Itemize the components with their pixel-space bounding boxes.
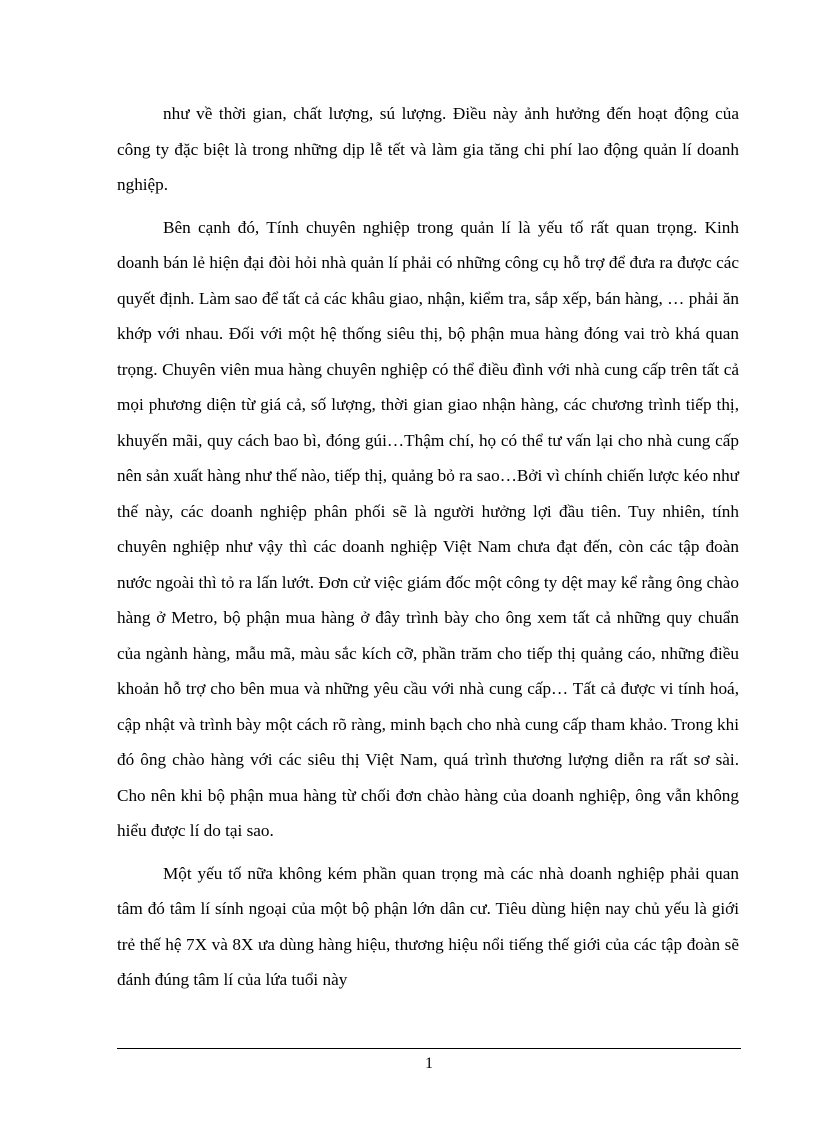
paragraph-consumer-psychology: Một yếu tố nữa không kém phần quan trọng mà các nhà doanh nghiệp phải quan tâm đó tâm lí sính ngoại của một bộ phận lớn dân cư. Tiêu dùng hiện nay chủ yếu là giới trẻ thế hệ 7X và 8X ưa dùng hàng hiệu, thương hiệu nổi tiếng thế giới của các tập đoàn sẽ đánh đúng tâm lí của lứa tuổi này [117, 863, 739, 989]
document-body [117, 96, 739, 998]
paragraph-continuation: như về thời gian, chất lượng, sú lượng. Điều này ảnh hưởng đến hoạt động của công ty đặc biệt là trong những dịp lễ tết và làm gia tăng chi phí lao động quản lí doanh nghiệp. [117, 104, 739, 194]
footer-divider [117, 1048, 741, 1049]
page-number: 1 [425, 1055, 433, 1072]
paragraph-professionalism: Bên cạnh đó, Tính chuyên nghiệp trong quản lí là yếu tố rất quan trọng. Kinh doanh bán lẻ hiện đại đòi hỏi nhà quản lí phải có những công cụ hỗ trợ để đưa ra được các quyết định. Làm sao để tất cả các khâu giao, nhận, kiểm tra, sắp xếp, bán hàng, … phải ăn khớp với nhau. Đối với một hệ thống siêu thị, bộ phận mua hàng đóng vai trò khá quan trọng. Chuyên viên mua hàng chuyên nghiệp có thể điều đình với nhà cung cấp trên tất cả mọi phương diện từ giá cả, số lượng, thời gian giao nhận hàng, các chương trình tiếp thị, khuyến mãi, quy cách bao bì, đóng gúi…Thậm chí, họ có thể tư vấn lại cho nhà cung cấp nên sản xuất hàng như thế nào, tiếp thị, quảng bỏ ra sao…Bởi vì chính chiến lược kéo như thế này, các doanh nghiệp phân phối sẽ là người hưởng lợi đầu tiên. Tuy nhiên, tính chuyên nghiệp như vậy thì các doanh nghiệp Việt Nam chưa đạt đến, còn các tập đoàn nước ngoài thì tỏ ra lấn lướt. Đơn cử việc giám đốc một công ty dệt may kể rằng ông chào hàng ở Metro, bộ phận mua hàng ở đây trình bày cho ông xem tất cả những quy chuẩn của ngành hàng, mẫu mã, màu sắc kích cỡ, phần trăm cho tiếp thị quảng cáo, những điều khoản hỗ trợ cho bên mua và những yêu cầu với nhà cung cấp… Tất cả được vi tính hoá, cập nhật và trình bày một cách rõ ràng, minh bạch cho nhà cung cấp tham khảo. Trong khi đó ông chào hàng với các siêu thị Việt Nam, quá trình thương lượng diễn ra rất sơ sài. Cho nên khi bộ phận mua hàng từ chối đơn chào hàng của doanh nghiệp, ông vẫn không hiểu được lí do tại sao. [117, 217, 739, 840]
